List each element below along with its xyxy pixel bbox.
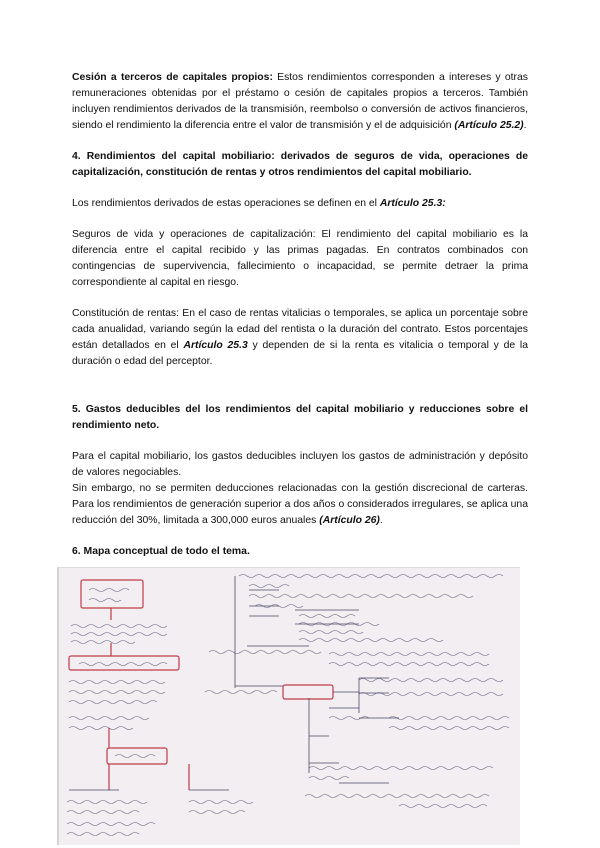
box-renta-imponible [107,748,167,764]
section-4-intro: Los rendimientos derivados de estas operaciones se definen en el Artículo 25.3: [72,198,446,209]
section-6-heading: 6. Mapa conceptual de todo el tema. [72,546,250,557]
section-5-heading: 5. Gastos deducibles del los rendimientos del capital mobiliario y reducciones sobre el rendimiento neto. [72,404,528,431]
box-rendimientos-capital [81,580,143,608]
box-rendimiento-neto [283,685,333,699]
rentas-paragraph: Constitución de rentas: En el caso de rentas vitalicias o temporales, se aplica un porcentaje sobre cada anualidad, variando según la edad del rentista o la duración del contrato. Estos porcentajes están detallados en el Artículo 25.3 y dependen de si la renta es vitalicia o temporal y de la duración o edad del perceptor. [72,308,529,367]
gastos-paragraph-1: Para el capital mobiliario, los gastos deducibles incluyen los gastos de administración y depósito de valores negociables. [72,451,528,478]
cesion-text: Estos rendimientos corresponden a intereses y otras remuneraciones obtenidas por el préstamo o cesión de capitales propios a terceros. También incluyen rendimientos derivados de la transmisión, reembolso o conversión de activos financieros, siendo el rendimiento la diferencia entre el valor de transmisión y el de adquisición [72,72,528,131]
document-body [72,70,528,560]
cesion-lead: Cesión a terceros de capitales propios: [72,72,273,83]
concept-map-drawing [59,568,520,845]
section-4-heading: 4. Rendimientos del capital mobiliario: derivados de seguros de vida, operaciones de capitalización, constitución de rentas y otros rendimientos del capital mobiliario. [72,151,528,178]
seguros-paragraph: Seguros de vida y operaciones de capitalización: El rendimiento del capital mobiliario es la diferencia entre el capital recibido y las primas pagadas. En contratos combinados con contingencias de supervivencia, fallecimiento o incapacidad, se permite detraer la prima correspondiente al capital en riesgo. [72,229,528,288]
handwriting-strokes [67,575,509,836]
cesion-paragraph: Cesión a terceros de capitales propios: Estos rendimientos corresponden a intereses y otras remuneraciones obtenidas por el préstamo o cesión de capitales propios a terceros. También incluyen rendimientos derivados de la transmisión, reembolso o conversión de activos financieros, siendo el rendimiento la diferencia entre el valor de transmisión y el de adquisición (Artículo 25.2). [72,72,528,131]
red-boxes [69,580,333,790]
article-26-ref: (Artículo 26) [319,515,380,526]
article-25-3-ref: Artículo 25.3: [379,198,446,209]
gastos-paragraph-2: Sin embargo, no se permiten deducciones relacionadas con la gestión discrecional de carteras. Para los rendimientos de generación superior a dos años o considerados irregulares, se aplica una reducción del 30%, limitada a 300,000 euros anuales (Artículo 26). [72,483,528,526]
cesion-article-ref: (Artículo 25.2) [454,120,524,131]
concept-map-photo [57,567,520,845]
rentas-article-ref: Artículo 25.3 [183,340,248,351]
